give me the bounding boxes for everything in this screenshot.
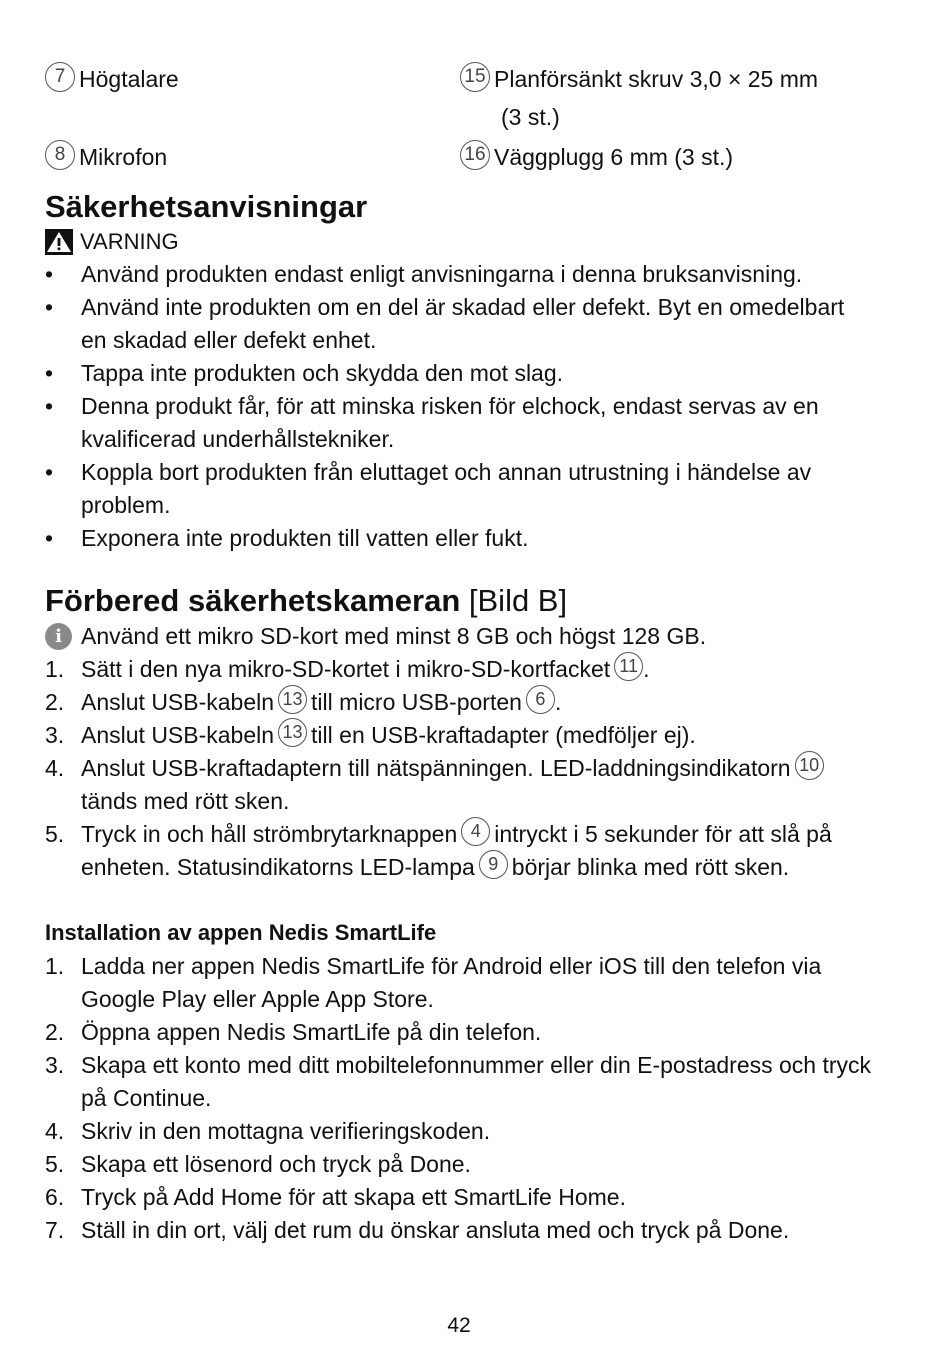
list-item <box>45 291 875 357</box>
step-text: Ställ in din ort, välj det rum du önskar ansluta med och tryck på Done. <box>81 1217 790 1243</box>
bullet: • <box>45 393 54 419</box>
callout-number: 10 <box>795 751 824 780</box>
step-item <box>45 1181 875 1214</box>
step-item <box>45 1115 875 1148</box>
step-item <box>45 1016 875 1049</box>
callout-number: 8 <box>45 140 75 170</box>
callout-number: 11 <box>614 652 643 681</box>
step-number: 1. <box>45 656 65 682</box>
step-text: Anslut USB-kabeln <box>81 689 275 715</box>
part-item-7 <box>45 60 179 98</box>
prepare-steps <box>45 653 875 884</box>
part-label: Väggplugg 6 mm (3 st.) <box>494 144 734 170</box>
figure-reference: [Bild B] <box>468 583 568 618</box>
step-number: 5. <box>45 1151 65 1177</box>
step-item <box>45 1148 875 1181</box>
step-text: Sätt i den nya mikro-SD-kortet i mikro-SD-kortfacket <box>81 656 611 682</box>
step-text: till en USB-kraftadapter (medföljer ej). <box>311 722 696 748</box>
part-item-16 <box>460 138 733 176</box>
step-item <box>45 752 875 818</box>
step-text: Ladda ner appen Nedis SmartLife för Android eller iOS till den telefon via Google Play eller Apple App Store. <box>81 953 822 1012</box>
step-text: Skapa ett lösenord och tryck på Done. <box>81 1151 471 1177</box>
callout-number: 7 <box>45 62 75 92</box>
step-text: tänds med rött sken. <box>81 788 290 814</box>
bullet: • <box>45 294 54 320</box>
step-number: 5. <box>45 821 65 847</box>
callout-number: 9 <box>479 850 508 879</box>
app-heading: Installation av appen Nedis SmartLife <box>45 920 437 945</box>
step-number: 3. <box>45 722 65 748</box>
bullet: • <box>45 360 54 386</box>
step-number: 4. <box>45 1118 65 1144</box>
safety-heading: Säkerhetsanvisningar <box>45 189 368 224</box>
info-note <box>45 620 706 653</box>
bullet: • <box>45 261 54 287</box>
step-number: 1. <box>45 953 65 979</box>
warning-label: VARNING <box>80 229 179 254</box>
list-item-text: Tappa inte produkten och skydda den mot slag. <box>81 360 564 386</box>
step-text: Skapa ett konto med ditt mobiltelefonnummer eller din E-postadress och tryck på Continue. <box>81 1052 872 1111</box>
step-text: Anslut USB-kabeln <box>81 722 275 748</box>
step-item <box>45 950 875 1016</box>
prepare-heading <box>45 582 567 620</box>
step-item <box>45 653 875 686</box>
step-number: 4. <box>45 755 65 781</box>
callout-number: 15 <box>460 62 490 92</box>
step-number: 2. <box>45 1019 65 1045</box>
info-icon: i <box>45 623 72 650</box>
step-text: Öppna appen Nedis SmartLife på din telefon. <box>81 1019 542 1045</box>
step-number: 2. <box>45 689 65 715</box>
step-text: Skriv in den mottagna verifieringskoden. <box>81 1118 491 1144</box>
part-label: Mikrofon <box>79 144 168 170</box>
list-item-text: Använd inte produkten om en del är skadad eller defekt. Byt en omedelbart en skadad eller defekt enhet. <box>81 294 845 353</box>
step-text: . <box>554 689 562 715</box>
bullet: • <box>45 459 54 485</box>
callout-number: 4 <box>461 817 490 846</box>
part-label: Högtalare <box>79 66 179 92</box>
step-text: Tryck in och håll strömbrytarknappen <box>81 821 458 847</box>
step-text: . <box>643 656 650 682</box>
note-text: Använd ett mikro SD-kort med minst 8 GB och högst 128 GB. <box>81 623 707 649</box>
step-item <box>45 818 875 884</box>
step-text: börjar blinka med rött sken. <box>511 854 790 880</box>
step-text: Anslut USB-kraftadaptern till nätspänningen. LED-laddningsindikatorn <box>81 755 791 781</box>
app-steps <box>45 950 875 1247</box>
list-item <box>45 456 875 522</box>
bullet: • <box>45 525 54 551</box>
step-number: 7. <box>45 1217 65 1243</box>
part-item-15 <box>460 60 818 136</box>
list-item-text: Denna produkt får, för att minska risken för elchock, endast servas av en kvalificerad underhållstekniker. <box>81 393 819 452</box>
warning-line <box>45 227 179 257</box>
part-label: Planförsänkt skruv 3,0 × 25 mm <box>494 66 819 92</box>
list-item <box>45 357 875 390</box>
callout-number: 13 <box>278 685 307 714</box>
safety-list <box>45 258 875 555</box>
list-item <box>45 258 875 291</box>
step-item <box>45 1049 875 1115</box>
step-text: intryckt i 5 sekunder för att slå på enheten. Statusindikatorns LED-lampa <box>81 821 832 880</box>
callout-number: 6 <box>526 685 555 714</box>
step-item <box>45 1214 875 1247</box>
callout-number: 13 <box>278 718 307 747</box>
prepare-heading-text: Förbered säkerhetskameran <box>45 583 461 618</box>
part-item-8 <box>45 138 167 176</box>
callout-number: 16 <box>460 140 490 170</box>
parts-list <box>45 60 905 180</box>
step-item <box>45 719 875 752</box>
list-item <box>45 522 875 555</box>
list-item-text: Använd produkten endast enligt anvisningarna i denna bruksanvisning. <box>81 261 803 287</box>
step-text: till micro USB-porten <box>311 689 522 715</box>
step-number: 6. <box>45 1184 65 1210</box>
list-item-text: Koppla bort produkten från eluttaget och annan utrustning i händelse av problem. <box>81 459 812 518</box>
list-item <box>45 390 875 456</box>
part-label-continuation: (3 st.) <box>501 104 560 130</box>
step-item <box>45 686 875 719</box>
step-text: Tryck på Add Home för att skapa ett SmartLife Home. <box>81 1184 626 1210</box>
page-number: 42 <box>447 1314 471 1337</box>
step-number: 3. <box>45 1052 65 1078</box>
list-item-text: Exponera inte produkten till vatten eller fukt. <box>81 525 529 551</box>
warning-icon <box>45 229 73 255</box>
